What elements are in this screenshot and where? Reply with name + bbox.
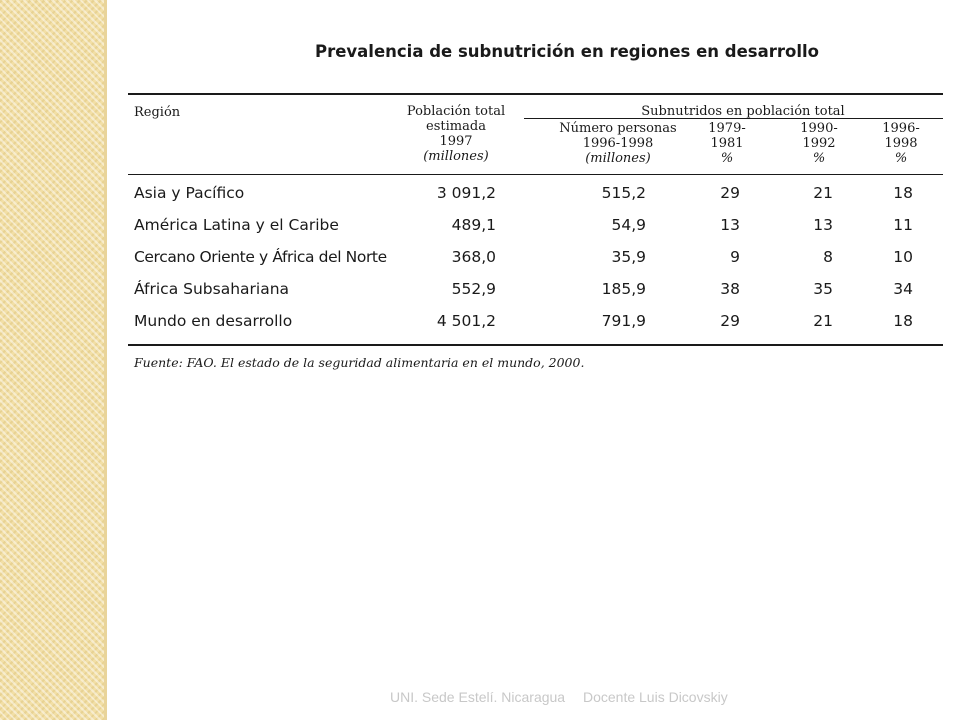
- cell-poblacion: 489,1: [451, 216, 496, 234]
- cell-1996-1998: 34: [893, 280, 913, 298]
- header-poblacion: Población total estimada 1997 (millones): [406, 104, 506, 164]
- header-1979-1981: 1979- 1981 %: [708, 121, 746, 166]
- header-numero-personas: Número personas 1996-1998 (millones): [559, 121, 677, 166]
- cell-1996-1998: 11: [893, 216, 913, 234]
- slide-footer: [390, 689, 728, 705]
- cell-1979-1981: 13: [720, 216, 740, 234]
- table-title: Prevalencia de subnutrición en regiones en desarrollo: [315, 42, 819, 61]
- cell-1990-1992: 8: [823, 248, 833, 266]
- cell-numero: 54,9: [611, 216, 646, 234]
- decorative-side-strip: [0, 0, 107, 720]
- cell-poblacion: 552,9: [451, 280, 496, 298]
- cell-region: Asia y Pacífico: [134, 184, 245, 202]
- header-1996-1998: 1996- 1998 %: [882, 121, 920, 166]
- cell-1996-1998: 18: [893, 312, 913, 330]
- cell-region: América Latina y el Caribe: [134, 216, 339, 234]
- cell-1979-1981: 29: [720, 184, 740, 202]
- cell-poblacion: 3 091,2: [436, 184, 496, 202]
- header-region: Región: [134, 105, 181, 120]
- cell-1979-1981: 29: [720, 312, 740, 330]
- cell-1990-1992: 13: [813, 216, 833, 234]
- top-rule: [128, 93, 943, 95]
- bottom-rule: [128, 344, 943, 346]
- cell-poblacion: 368,0: [451, 248, 496, 266]
- cell-1979-1981: 9: [730, 248, 740, 266]
- cell-numero: 35,9: [611, 248, 646, 266]
- cell-region: Cercano Oriente y África del Norte: [134, 248, 387, 266]
- cell-1990-1992: 21: [813, 184, 833, 202]
- data-table-image: [128, 30, 948, 385]
- cell-1996-1998: 18: [893, 184, 913, 202]
- table-source: Fuente: FAO. El estado de la seguridad alimentaria en el mundo, 2000.: [134, 355, 585, 370]
- cell-1990-1992: 21: [813, 312, 833, 330]
- cell-1979-1981: 38: [720, 280, 740, 298]
- cell-region: África Subsahariana: [134, 280, 290, 298]
- cell-numero: 515,2: [601, 184, 646, 202]
- footer-institution: UNI. Sede Estelí. Nicaragua: [390, 689, 566, 705]
- cell-poblacion: 4 501,2: [436, 312, 496, 330]
- header-1990-1992: 1990- 1992 %: [800, 121, 838, 166]
- cell-numero: 791,9: [601, 312, 646, 330]
- header-bottom-rule: [128, 174, 943, 175]
- header-subnutridos-group: Subnutridos en población total: [641, 104, 845, 119]
- footer-teacher: Docente Luis Dicovskiy: [582, 689, 728, 705]
- cell-1996-1998: 10: [893, 248, 913, 266]
- cell-numero: 185,9: [601, 280, 646, 298]
- cell-1990-1992: 35: [813, 280, 833, 298]
- cell-region: Mundo en desarrollo: [134, 312, 293, 330]
